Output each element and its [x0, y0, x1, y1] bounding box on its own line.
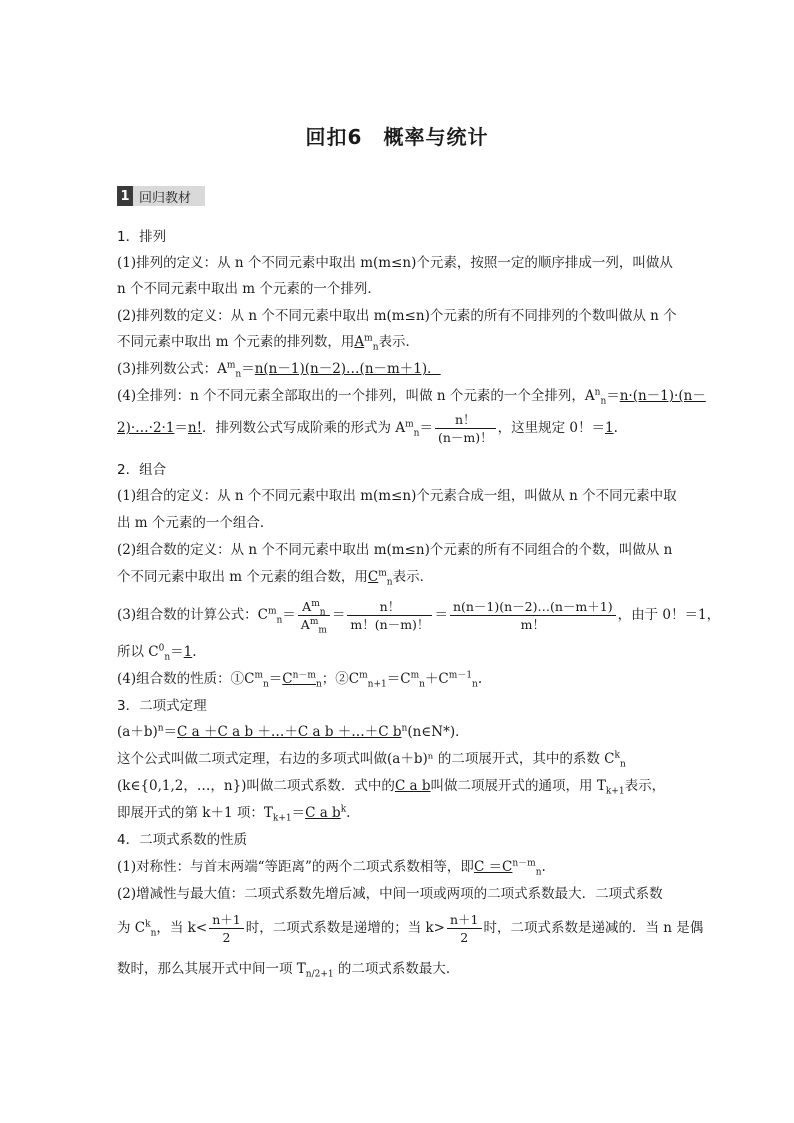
max-coefficient-line: 数时，那么其展开式中间一项 $T_{n/2+1}$ 的二项式系数最大． [117, 961, 460, 980]
binomial-desc-line1: 这个公式叫做二项式定理，右边的多项式叫做(a＋b)ⁿ 的二项展开式，其中的系数 $C^k_n$ [117, 750, 626, 770]
perm-num-def-line2: 不同元素中取出 m 个元素的排列数，用$A^m_n$表示． [117, 333, 419, 353]
half-fraction-2: $\frac{n+1}{2}$ [447, 911, 482, 946]
heading-permutation: 1．排列 [117, 229, 167, 245]
page-title: 回扣6 概率与统计 [305, 125, 489, 149]
perm-num-def-line1: (2)排列数的定义：从 n 个不同元素中取出 m(m≤n)个元素的所有不同排列的个数叫做从 n 个 [117, 308, 677, 324]
monotonicity-line1: (2)增减性与最大值：二项式系数先增后减，中间一项或两项的二项式系数最大．二项式系数 [117, 886, 663, 902]
symmetry-property: (1)对称性：与首末两端“等距离”的两个二项式系数相等，即$C =C^{n-m}_n$. [117, 858, 546, 878]
heading-binomial: 3．二项式定理 [117, 698, 207, 714]
perm-def-line2: n 个不同元素中取出 m 个元素的一个排列． [117, 281, 381, 297]
comb-num-def-line2: 个不同元素中取出 m 个元素的组合数，用$C^m_n$表示． [117, 568, 434, 588]
binomial-general-term: 即展开式的第 k＋1 项：$T_{k+1}=C$ a $b^k$. [117, 804, 351, 824]
heading-combination: 2．组合 [117, 462, 167, 478]
comb-fraction-b: $\frac{n!}{m!(n-m)!}$ [347, 598, 432, 633]
heading-binomial-properties: 4．二项式系数的性质 [117, 832, 248, 848]
comb-fraction-a: $\frac{A^m_n}{A^m_m}$ [298, 598, 330, 633]
comb-properties: (4)组合数的性质：$①C^m_n=C^{n-m}_n$；$②C^m_{n+1}=C^m_n+C^{m-1}_n$. [117, 670, 483, 690]
full-perm-line2: 2)·…·2·1＝n!．排列数公式写成阶乘的形式为 $A^m_n=$ $\frac{n!}{(n-m)!}$ ，这里规定 0！＝1. [117, 412, 618, 445]
half-fraction-1: $\frac{n+1}{2}$ [209, 911, 244, 946]
perm-def-line1: (1)排列的定义：从 n 个不同元素中取出 m(m≤n)个元素，按照一定的顺序排成一列，叫做从 [117, 255, 673, 271]
factorial-fraction: $\frac{n!}{(n-m)!}$ [435, 411, 496, 446]
binomial-formula: $(a+b)^n=C$ a ＋C a b ＋…＋C a b ＋…＋C $b^n(n\in N*)$． [117, 723, 469, 740]
full-perm-line1: (4)全排列：n 个不同元素全部取出的一个排列，叫做 n 个元素的一个全排列，$A^n_n=n\cdot(n-1)\cdot(n-$ [117, 387, 706, 407]
comb-formula: (3)组合数的计算公式：$C^m_n=$ $\frac{A^m_n}{A^m_m}$ ＝ $\frac{n!}{m!(n-m)!}$ ＝ $\frac{n(n-1)(n-2)\dots(n-m+1)}{m!}$ ，由于 0！＝1， [117, 598, 721, 636]
comb-zero: 所以 $C^0_n=1$. [117, 643, 197, 663]
section-header [117, 186, 205, 206]
comb-def-line2: 出 m 个元素的一个组合． [117, 515, 274, 531]
section-label: 回归教材 [139, 190, 192, 206]
monotonicity-line2: 为 $C^k_n$，当 k< $\frac{n+1}{2}$ 时，二项式系数是递增的；当 k> $\frac{n+1}{2}$ 时，二项式系数是递减的．当 n 是偶 [117, 912, 704, 945]
perm-formula: (3)排列数公式：$A^m_n=n(n-1)(n-2)\dots(n-m+1)$． [117, 360, 441, 380]
comb-num-def-line1: (2)组合数的定义：从 n 个不同元素中取出 m(m≤n)个元素的所有不同组合的个数，叫做从 n [117, 542, 673, 558]
comb-fraction-c: $\frac{n(n-1)(n-2)\dots(n-m+1)}{m!}$ [450, 598, 616, 633]
section-number: 1 [117, 186, 133, 206]
comb-def-line1: (1)组合的定义：从 n 个不同元素中取出 m(m≤n)个元素合成一组，叫做从 n 个不同元素中取 [117, 488, 677, 504]
binomial-desc-line2: (k∈{0,1,2，…，n})叫做二项式系数．式中的C a b叫做二项展开式的通项，用 $T_{k+1}$表示， [117, 778, 666, 797]
